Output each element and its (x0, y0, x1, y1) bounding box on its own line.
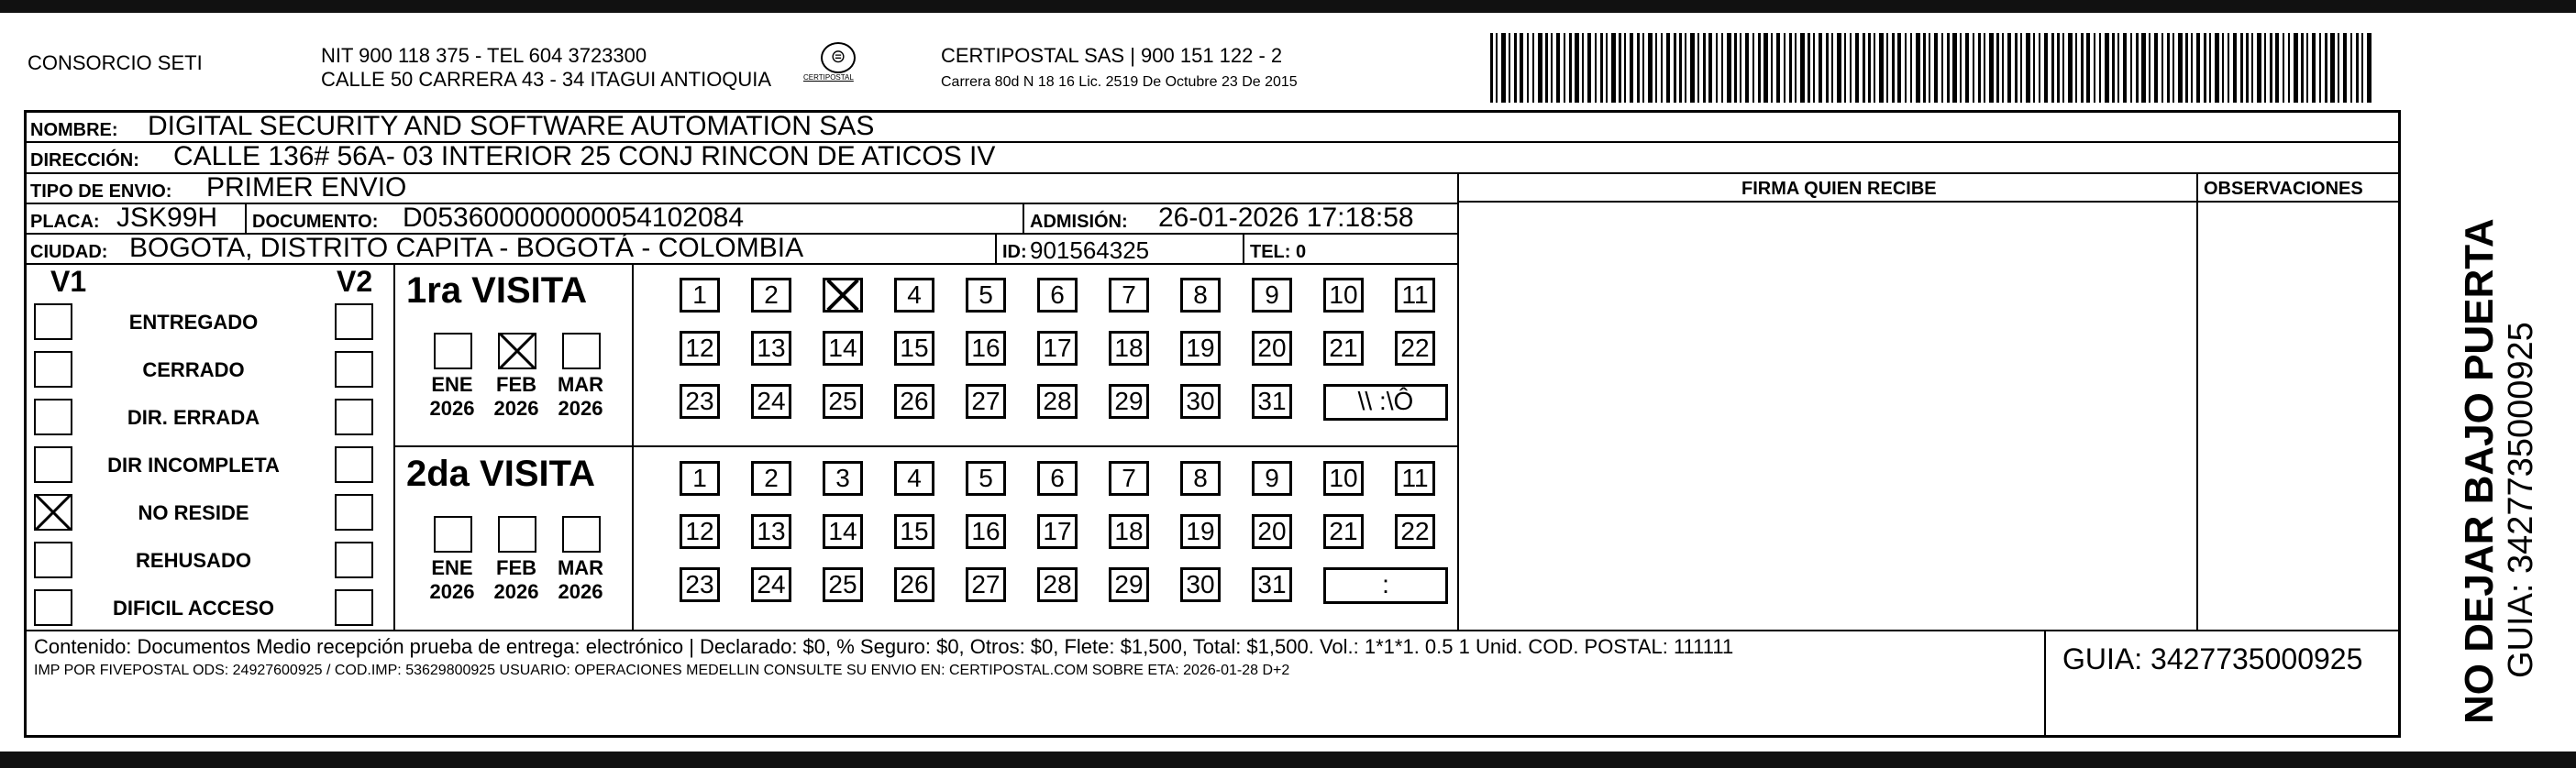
month-label: MAR 2026 (557, 556, 604, 603)
day-box[interactable]: 25 (823, 384, 863, 419)
month-checkbox[interactable] (498, 333, 536, 369)
id-value: 901564325 (1030, 236, 1150, 264)
direccion-label: DIRECCIÓN: (30, 150, 139, 170)
day-box[interactable]: 22 (1395, 331, 1435, 366)
day-box[interactable]: 19 (1180, 514, 1221, 549)
v1-checkbox[interactable] (34, 351, 72, 388)
documento-label: DOCUMENTO: (252, 212, 379, 232)
tipo-value: PRIMER ENVIO (206, 172, 407, 203)
status-divider (316, 538, 393, 540)
status-label: DIR. ERRADA (127, 406, 260, 429)
day-box[interactable]: 17 (1037, 514, 1078, 549)
day-box[interactable]: 23 (680, 384, 720, 419)
guia-box: GUIA: 3427735000925 (2062, 642, 2363, 675)
day-box[interactable]: 15 (894, 331, 934, 366)
tel-label: TEL: (1250, 242, 1291, 262)
day-box[interactable]: 9 (1252, 278, 1292, 313)
bottom-edge (0, 752, 2576, 768)
second-visit-title: 2da VISITA (406, 454, 595, 494)
v1-checkbox[interactable] (34, 399, 72, 435)
day-box[interactable]: 29 (1109, 384, 1149, 419)
day-box[interactable]: 31 (1252, 384, 1292, 419)
visits-area (27, 265, 1457, 630)
side-guia-text: GUIA: 3427735000925 (2502, 322, 2540, 678)
day-box[interactable]: 5 (966, 278, 1006, 313)
status-label: ENTREGADO (128, 311, 259, 334)
id-label: ID: (1002, 242, 1027, 262)
observaciones-area[interactable] (2198, 203, 2396, 628)
day-box[interactable]: 24 (751, 567, 791, 602)
shipping-form (24, 110, 2401, 738)
logo-caption: CERTIPOSTAL (803, 73, 854, 82)
v2-checkbox[interactable] (335, 446, 373, 483)
tel-value: 0 (1296, 242, 1307, 262)
day-box[interactable]: 24 (751, 384, 791, 419)
day-box[interactable]: 20 (1252, 514, 1292, 549)
month-checkbox[interactable] (434, 516, 472, 553)
status-divider (316, 490, 393, 492)
firma-area[interactable] (1459, 203, 2195, 628)
status-label: DIR INCOMPLETA (107, 454, 280, 477)
status-divider (316, 586, 393, 587)
time-field[interactable]: : (1323, 567, 1448, 604)
v1-checkbox[interactable] (34, 303, 72, 340)
day-box[interactable]: 5 (966, 461, 1006, 496)
day-box[interactable]: 27 (966, 384, 1006, 419)
admision-label: ADMISIÓN: (1030, 212, 1128, 232)
day-box[interactable]: 10 (1323, 461, 1364, 496)
day-box[interactable]: 14 (823, 331, 863, 366)
side-notice (2458, 218, 2540, 724)
day-box[interactable]: 18 (1109, 514, 1149, 549)
month-label: ENE 2026 (429, 556, 475, 603)
day-box[interactable]: 2 (751, 278, 791, 313)
day-box[interactable]: 15 (894, 514, 934, 549)
status-divider (316, 395, 393, 397)
direccion-value: CALLE 136# 56A- 03 INTERIOR 25 CONJ RINCON DE ATICOS IV (173, 141, 996, 171)
top-edge (0, 0, 2576, 13)
v2-checkbox[interactable] (335, 399, 373, 435)
v2-checkbox[interactable] (335, 542, 373, 578)
status-label: CERRADO (142, 358, 245, 381)
contenido-line: Contenido: Documentos Medio recepción prueba de entrega: electrónico | Declarado: $0, % Seguro: $0, Otros: $0, Flete: $1,500, Total: $1,500. Vol.: 1*1*1. 0.5 1 Unid. COD. POSTAL: 111111 (34, 635, 1734, 658)
day-box[interactable]: 12 (680, 331, 720, 366)
v2-checkbox[interactable] (335, 589, 373, 626)
day-box[interactable]: 1 (680, 461, 720, 496)
carrier-sub: Carrera 80d N 18 16 Lic. 2519 De Octubre 23 De 2015 (941, 74, 1298, 90)
time-field[interactable]: \\ :\Ô (1323, 384, 1448, 421)
tipo-label: TIPO DE ENVIO: (30, 181, 172, 202)
day-box[interactable]: 13 (751, 331, 791, 366)
day-box[interactable]: 20 (1252, 331, 1292, 366)
status-divider (316, 443, 393, 444)
day-box[interactable]: 7 (1109, 461, 1149, 496)
v2-checkbox[interactable] (335, 494, 373, 531)
documento-value: D053600000000054102084 (403, 203, 745, 233)
status-label: NO RESIDE (138, 501, 249, 524)
day-box[interactable]: 9 (1252, 461, 1292, 496)
day-box[interactable]: 28 (1037, 567, 1078, 602)
observaciones-header: OBSERVACIONES (2204, 179, 2363, 199)
company-name: CONSORCIO SETI (28, 51, 203, 74)
day-box[interactable]: 4 (894, 461, 934, 496)
day-box[interactable]: 21 (1323, 514, 1364, 549)
day-box[interactable]: 16 (966, 514, 1006, 549)
v2-checkbox[interactable] (335, 303, 373, 340)
day-box[interactable]: 11 (1395, 278, 1435, 313)
day-box[interactable] (823, 278, 863, 313)
day-box[interactable]: 26 (894, 384, 934, 419)
v1-checkbox[interactable] (34, 494, 72, 531)
day-box[interactable]: 16 (966, 331, 1006, 366)
day-box[interactable]: 13 (751, 514, 791, 549)
first-visit-title: 1ra VISITA (406, 270, 588, 311)
v1-checkbox[interactable] (34, 542, 72, 578)
certipostal-logo-icon: ⊜ (821, 42, 856, 73)
day-box[interactable]: 27 (966, 567, 1006, 602)
day-box[interactable]: 17 (1037, 331, 1078, 366)
day-box[interactable]: 18 (1109, 331, 1149, 366)
month-checkbox[interactable] (562, 516, 601, 553)
day-box[interactable]: 30 (1180, 384, 1221, 419)
admision-value: 26-01-2026 17:18:58 (1158, 203, 1414, 233)
address-line: CALLE 50 CARRERA 43 - 34 ITAGUI ANTIOQUIA (321, 68, 772, 91)
nombre-value: DIGITAL SECURITY AND SOFTWARE AUTOMATION SAS (148, 111, 875, 141)
day-box[interactable]: 1 (680, 278, 720, 313)
day-box[interactable]: 4 (894, 278, 934, 313)
day-box[interactable]: 26 (894, 567, 934, 602)
v2-checkbox[interactable] (335, 351, 373, 388)
nit-line: NIT 900 118 375 - TEL 604 3723300 (321, 44, 647, 67)
day-box[interactable]: 8 (1180, 278, 1221, 313)
status-divider (316, 347, 393, 349)
ciudad-value: BOGOTA, DISTRITO CAPITA - BOGOTÁ - COLOMBIA (129, 233, 804, 263)
month-label: FEB 2026 (493, 373, 539, 420)
month-checkbox[interactable] (434, 333, 472, 369)
day-box[interactable]: 7 (1109, 278, 1149, 313)
day-box[interactable]: 6 (1037, 461, 1078, 496)
day-box[interactable]: 6 (1037, 278, 1078, 313)
imp-line: IMP POR FIVEPOSTAL ODS: 24927600925 / COD.IMP: 53629800925 USUARIO: OPERACIONES MEDELLIN CONSULTE SU ENVIO EN: CERTIPOSTAL.COM SOBRE ETA: 2026-01-28 D+2 (34, 663, 1290, 678)
day-box[interactable]: 11 (1395, 461, 1435, 496)
day-box[interactable]: 21 (1323, 331, 1364, 366)
v2-label: V2 (337, 265, 373, 298)
v1-label: V1 (50, 265, 87, 298)
day-box[interactable]: 22 (1395, 514, 1435, 549)
day-box[interactable]: 29 (1109, 567, 1149, 602)
placa-value: JSK99H (116, 203, 218, 233)
carrier-line: CERTIPOSTAL SAS | 900 151 122 - 2 (941, 44, 1283, 67)
month-label: ENE 2026 (429, 373, 475, 420)
day-box[interactable]: 19 (1180, 331, 1221, 366)
barcode (1490, 33, 2389, 103)
day-box[interactable]: 31 (1252, 567, 1292, 602)
firma-header: FIRMA QUIEN RECIBE (1741, 179, 1937, 199)
day-box[interactable]: 28 (1037, 384, 1078, 419)
month-label: FEB 2026 (493, 556, 539, 603)
day-box[interactable]: 30 (1180, 567, 1221, 602)
day-box[interactable]: 25 (823, 567, 863, 602)
month-checkbox[interactable] (562, 333, 601, 369)
v1-checkbox[interactable] (34, 446, 72, 483)
status-label: REHUSADO (136, 549, 251, 572)
nombre-label: NOMBRE: (30, 120, 118, 140)
day-box[interactable]: 2 (751, 461, 791, 496)
v1-checkbox[interactable] (34, 589, 72, 626)
ciudad-label: CIUDAD: (30, 242, 108, 262)
day-box[interactable]: 12 (680, 514, 720, 549)
month-label: MAR 2026 (557, 373, 604, 420)
day-box[interactable]: 8 (1180, 461, 1221, 496)
month-checkbox[interactable] (498, 516, 536, 553)
day-box[interactable]: 3 (823, 461, 863, 496)
placa-label: PLACA: (30, 212, 100, 232)
day-box[interactable]: 14 (823, 514, 863, 549)
day-box[interactable]: 23 (680, 567, 720, 602)
status-label: DIFICIL ACCESO (112, 597, 274, 620)
no-dejar-text: NO DEJAR BAJO PUERTA (2457, 218, 2502, 724)
day-box[interactable]: 10 (1323, 278, 1364, 313)
